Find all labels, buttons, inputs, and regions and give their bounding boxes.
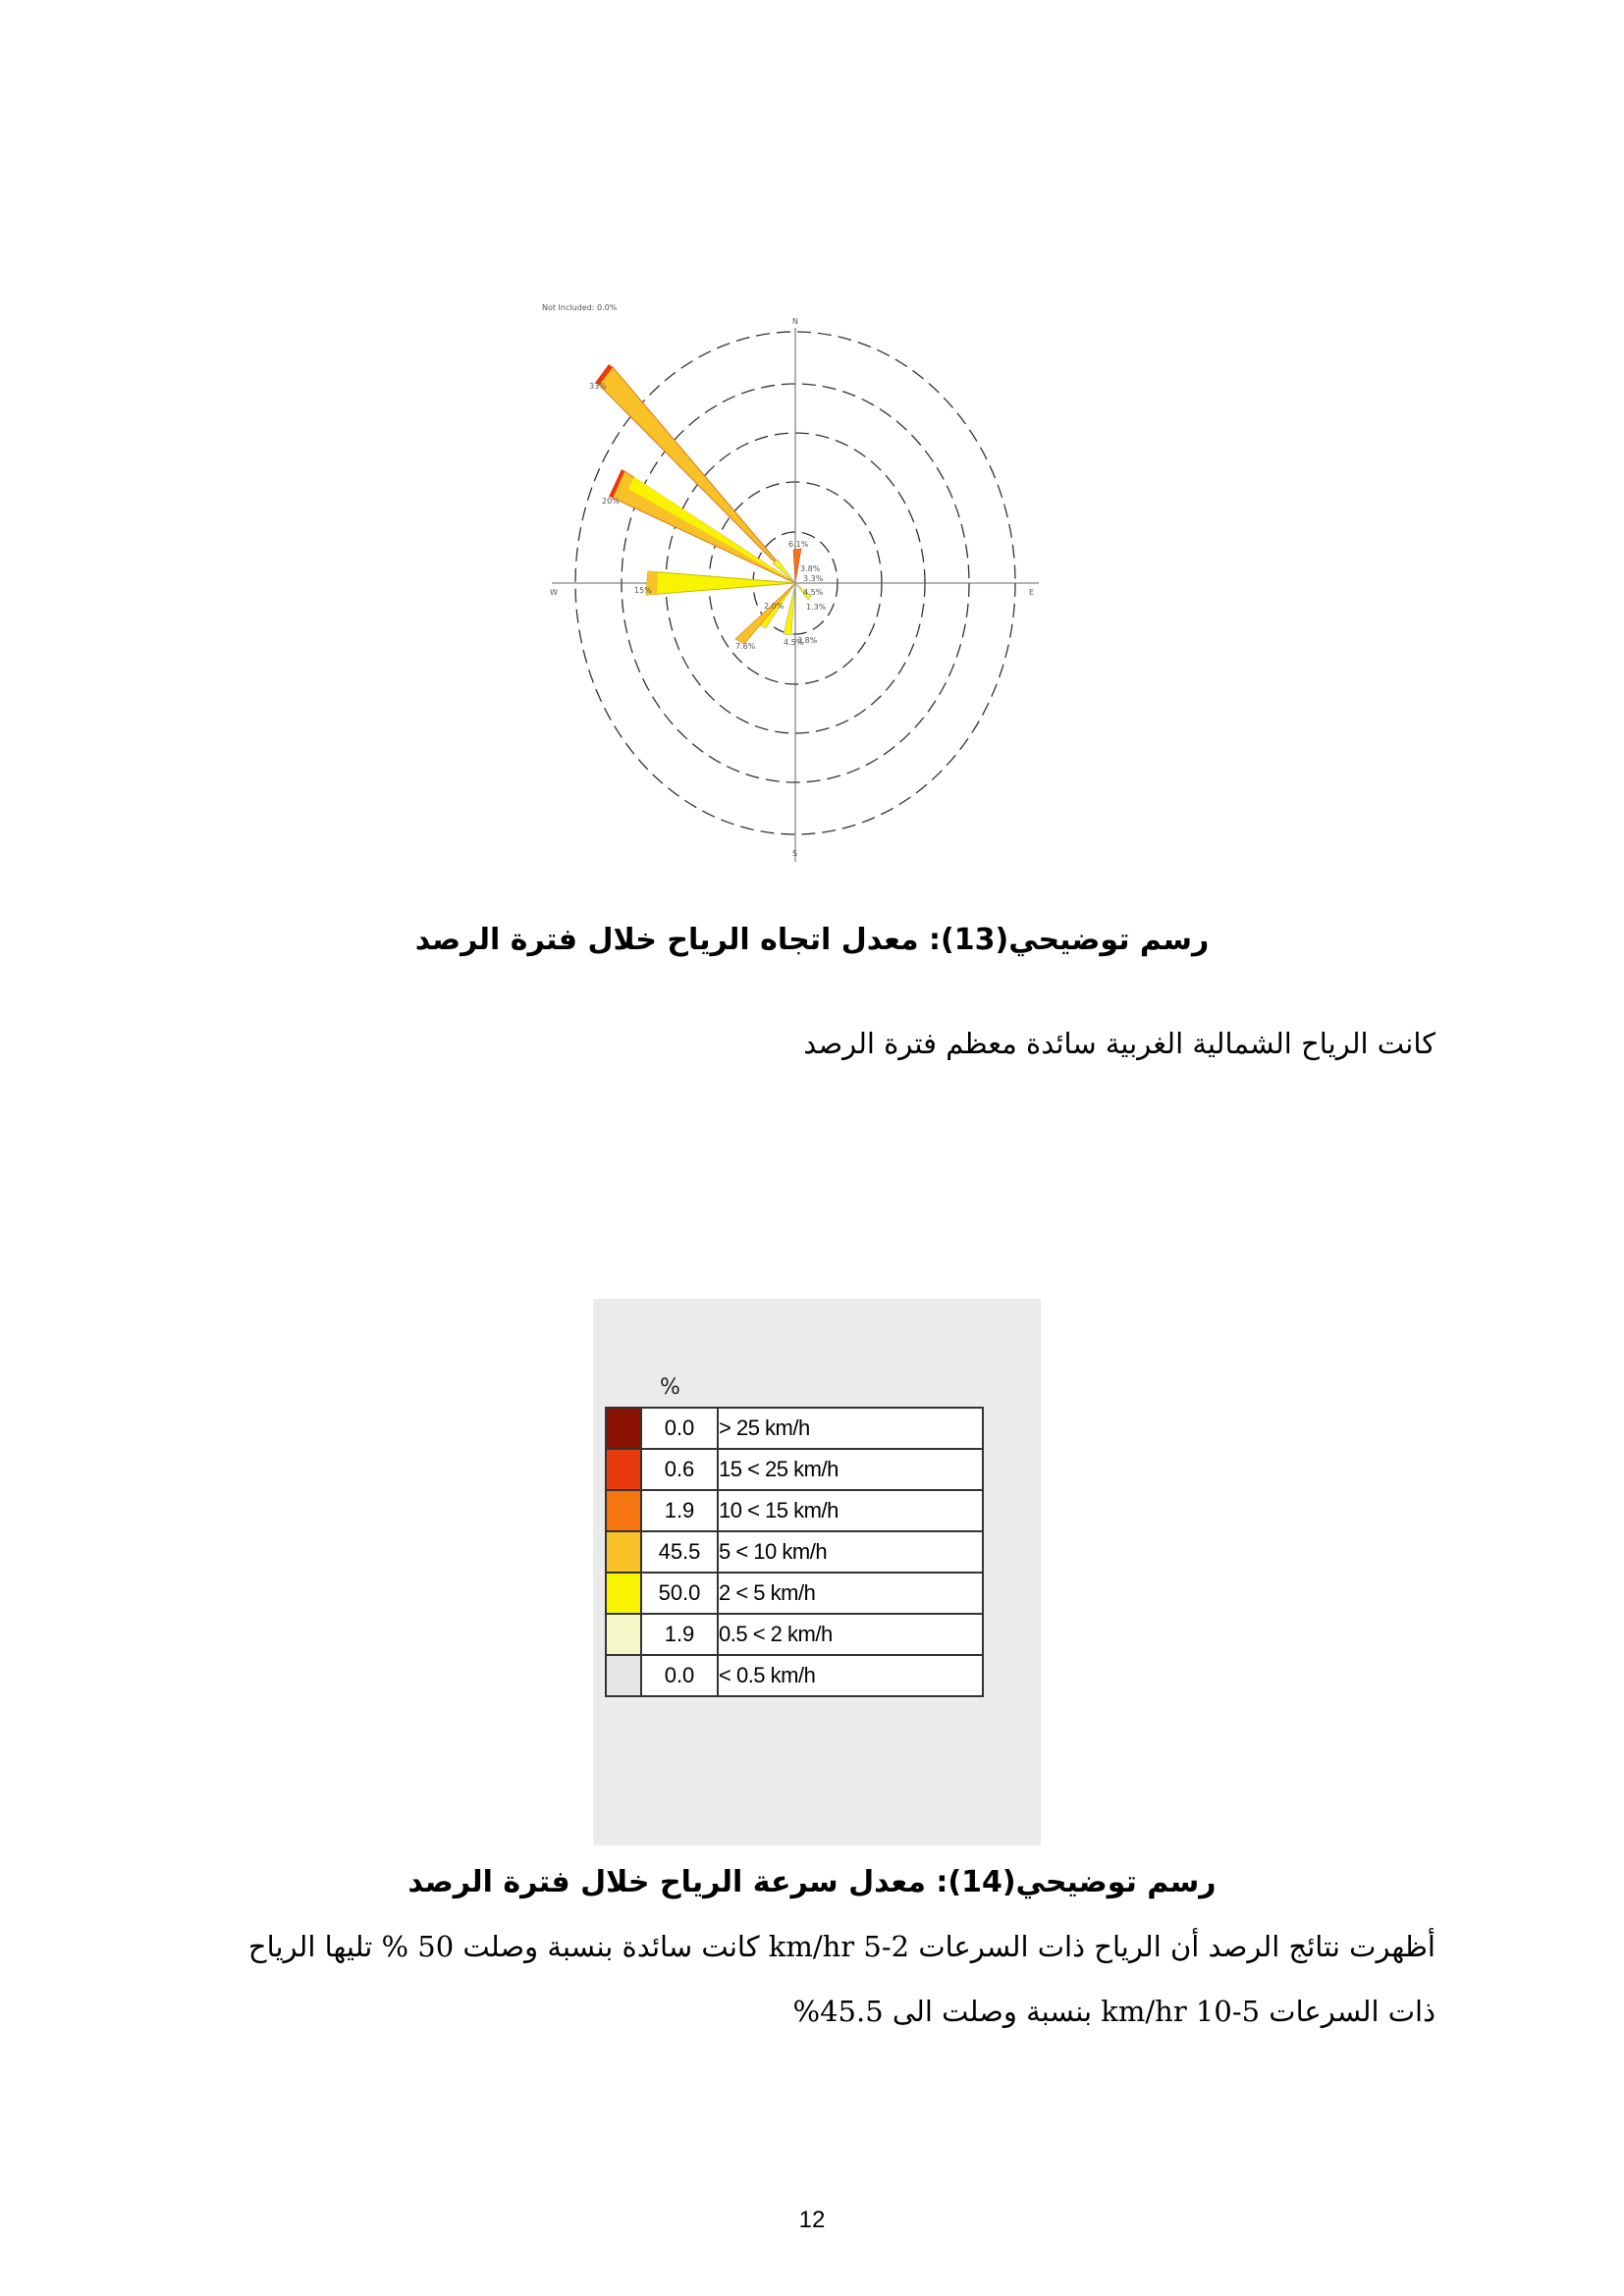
legend-speed-label: 15 < 25 km/h xyxy=(718,1449,983,1490)
wind-rose-figure xyxy=(530,294,1041,864)
petal-label: 3.8% xyxy=(800,564,821,573)
legend-percent: 45.5 xyxy=(641,1531,718,1573)
legend-percent: 50.0 xyxy=(641,1573,718,1614)
legend-swatch xyxy=(606,1531,641,1573)
paragraph-wind-direction: كانت الرياح الشمالية الغربية سائدة معظم فترة الرصد xyxy=(803,1027,1435,1060)
north-label: N xyxy=(792,317,798,326)
west-label: W xyxy=(550,588,558,597)
ring-labels xyxy=(840,574,853,583)
petal-label: 6.1% xyxy=(788,540,809,549)
legend-swatch xyxy=(606,1614,641,1655)
petal-label: 4.5% xyxy=(784,638,804,647)
petal-label: 3.8% xyxy=(797,636,818,645)
petal-label: 2.0% xyxy=(764,602,785,611)
legend-swatch xyxy=(606,1573,641,1614)
legend-speed-label: 10 < 15 km/h xyxy=(718,1490,983,1531)
legend-percent: 1.9 xyxy=(641,1614,718,1655)
petal-label: 3.3% xyxy=(803,574,824,583)
legend-row xyxy=(606,1614,983,1655)
legend-swatch xyxy=(606,1449,641,1490)
figure-13-caption: رسم توضيحي(13): معدل اتجاه الرياح خلال فترة الرصد xyxy=(414,923,1210,957)
legend-speed-label: 0.5 < 2 km/h xyxy=(718,1614,983,1655)
legend-row xyxy=(606,1490,983,1531)
page-number: 12 xyxy=(798,2207,826,2233)
legend-table xyxy=(605,1407,984,1697)
legend-percent: 1.9 xyxy=(641,1490,718,1531)
wind-rose-svg xyxy=(530,294,1041,864)
east-label: E xyxy=(1029,588,1035,597)
petal-w xyxy=(646,571,795,595)
south-label: S xyxy=(792,849,798,858)
wind-speed-legend xyxy=(593,1299,1041,1845)
legend-row xyxy=(606,1408,983,1449)
legend-percent: 0.0 xyxy=(641,1655,718,1696)
paragraph-wind-speed: أظهرت نتائج الرصد أن الرياح ذات السرعات 2-5 km/hr كانت سائدة بنسبة وصلت 50 % تليها الرياح ذات السرعات 5-10 km/hr بنسبة وصلت الى 45.5% xyxy=(247,1930,1435,2028)
legend-row xyxy=(606,1449,983,1490)
petal-label: 1.3% xyxy=(806,603,827,612)
figure-14-caption: رسم توضيحي(14): معدل سرعة الرياح خلال فترة الرصد xyxy=(407,1865,1217,1899)
legend-row xyxy=(606,1655,983,1696)
legend-percent: 0.6 xyxy=(641,1449,718,1490)
petal-label: 20% xyxy=(602,497,620,506)
legend-header: % xyxy=(660,1375,680,1400)
legend-swatch xyxy=(606,1655,641,1696)
legend-speed-label: > 25 km/h xyxy=(718,1408,983,1449)
legend-speed-label: 2 < 5 km/h xyxy=(718,1573,983,1614)
petal-label: 7.6% xyxy=(735,642,756,651)
petal-ssw xyxy=(735,583,795,644)
legend-speed-label: < 0.5 km/h xyxy=(718,1655,983,1696)
legend-row xyxy=(606,1573,983,1614)
not-included-label: Not Included: 0.0% xyxy=(542,303,618,312)
petal-label: 15% xyxy=(634,586,652,595)
petal-label: 4.5% xyxy=(803,588,824,597)
legend-row xyxy=(606,1531,983,1573)
legend-percent: 0.0 xyxy=(641,1408,718,1449)
legend-speed-label: 5 < 10 km/h xyxy=(718,1531,983,1573)
legend-swatch xyxy=(606,1490,641,1531)
legend-swatch xyxy=(606,1408,641,1449)
petal-label: 33% xyxy=(589,382,607,391)
